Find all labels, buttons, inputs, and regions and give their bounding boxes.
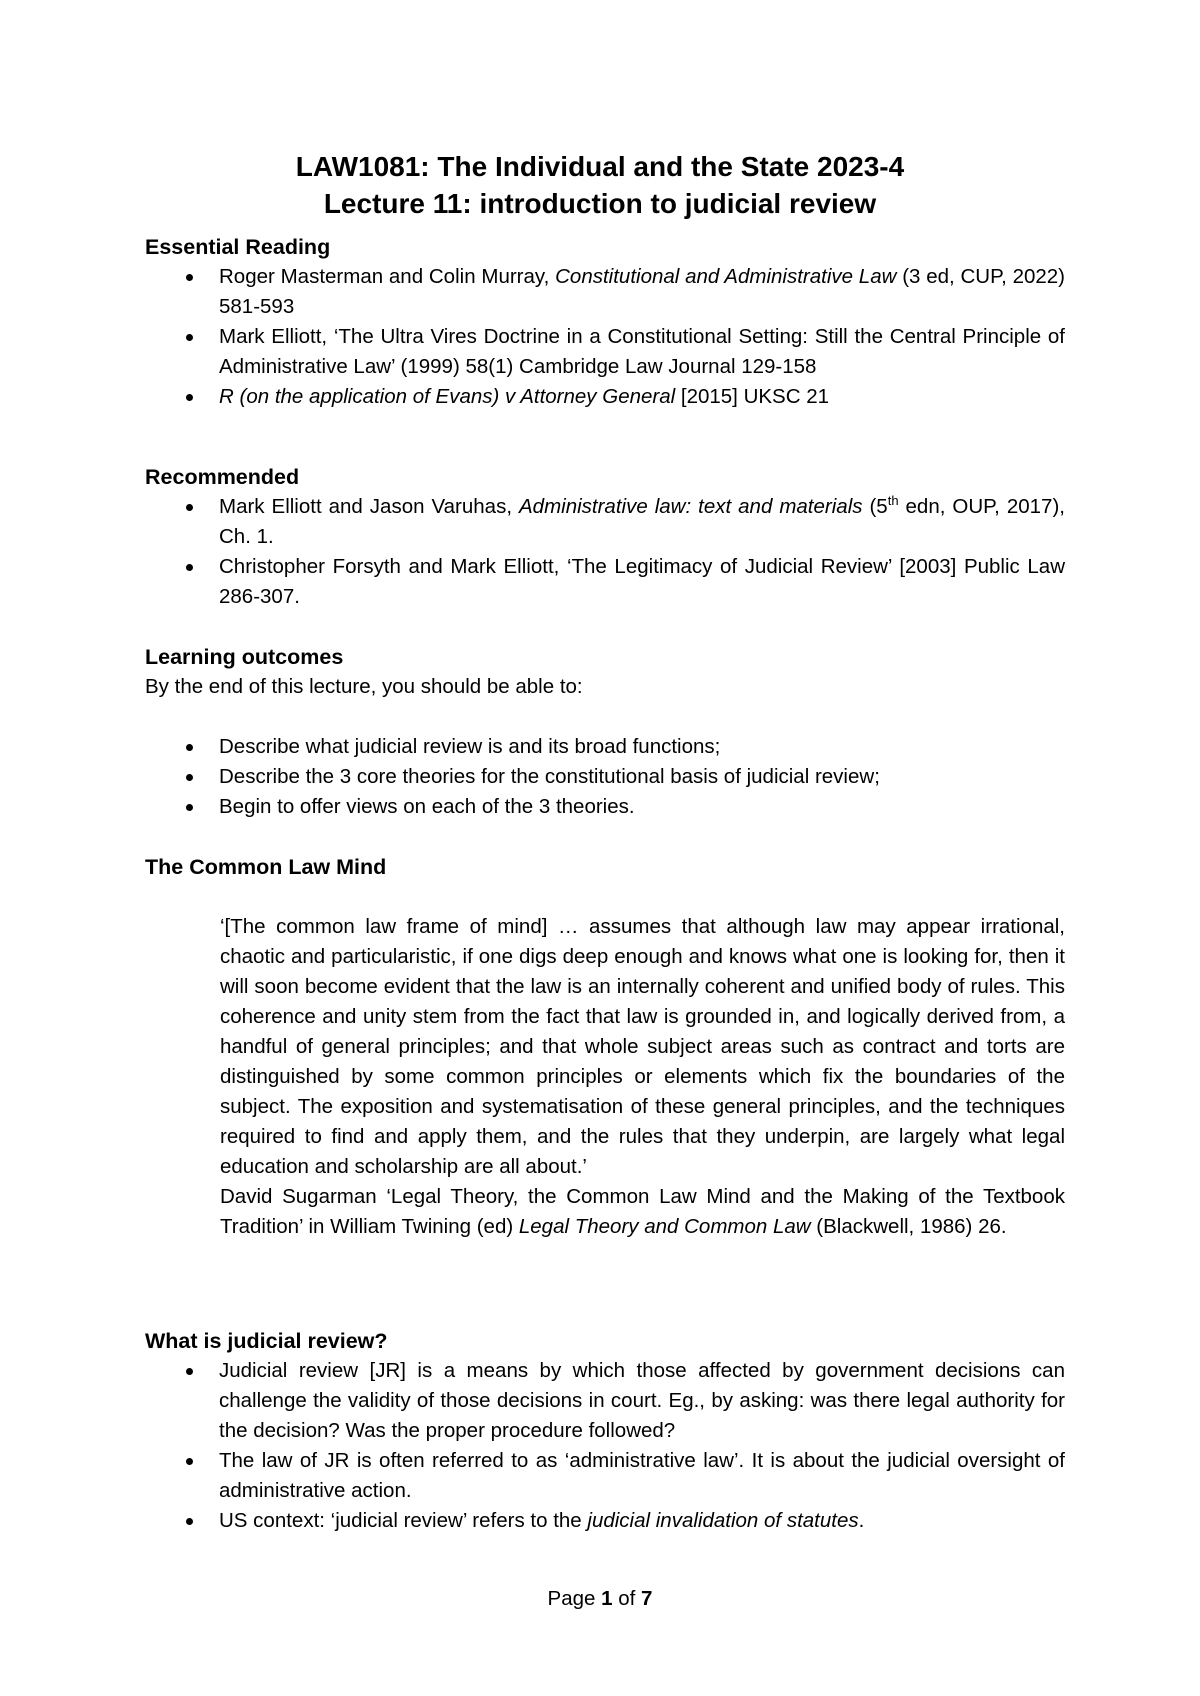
common-law-mind-heading: The Common Law Mind	[145, 855, 387, 879]
common-law-mind-section	[145, 852, 1065, 882]
list-item: Mark Elliott and Jason Varuhas, Administrative law: text and materials (5th edn, OUP, 2017), Ch. 1.	[145, 492, 1065, 552]
essential-reading-list	[145, 262, 1065, 412]
list-item: The law of JR is often referred to as ‘administrative law’. It is about the judicial oversight of administrative action.	[145, 1446, 1065, 1506]
list-item: R (on the application of Evans) v Attorney General [2015] UKSC 21	[145, 382, 1065, 412]
list-item: US context: ‘judicial review’ refers to the judicial invalidation of statutes.	[145, 1506, 1065, 1536]
page-footer: Page 1 of 7	[547, 1587, 653, 1610]
list-item: Judicial review [JR] is a means by which those affected by government decisions can challenge the validity of those decisions in court. Eg., by asking: was there legal authority for the decision? Was the proper procedure followed?	[145, 1356, 1065, 1446]
course-title: LAW1081: The Individual and the State 2023-4	[295, 151, 905, 182]
list-item: Christopher Forsyth and Mark Elliott, ‘The Legitimacy of Judicial Review’ [2003] Public Law 286-307.	[145, 552, 1065, 612]
lecture-title: Lecture 11: introduction to judicial review	[323, 188, 877, 219]
essential-reading-section	[145, 232, 1065, 412]
judicial-review-section	[145, 1326, 1065, 1536]
total-pages: 7	[641, 1587, 653, 1610]
recommended-list	[145, 492, 1065, 612]
list-item: Roger Masterman and Colin Murray, Constitutional and Administrative Law (3 ed, CUP, 2022) 581-593	[145, 262, 1065, 322]
quote-text: ‘[The common law frame of mind] … assumes that although law may appear irrational, chaotic and particularistic, if one digs deep enough and knows what one is looking for, then it will soon become evident that the law is an internally coherent and unified body of rules. This coherence and unity stem from the fact that law is grounded in, and logically derived from, a handful of general principles; and that whole subject areas such as contract and torts are distinguished by some common principles or elements which fix the boundaries of the subject. The exposition and systematisation of these general principles, and the techniques required to find and apply them, and the rules that they underpin, are largely what legal education and scholarship are all about.’	[220, 915, 1065, 1178]
list-item: Begin to offer views on each of the 3 theories.	[145, 792, 1065, 822]
list-item: Describe what judicial review is and its broad functions;	[145, 732, 1065, 762]
recommended-heading: Recommended	[145, 465, 300, 489]
common-law-quote	[220, 912, 1065, 1242]
essential-reading-heading: Essential Reading	[145, 235, 331, 259]
current-page-number: 1	[601, 1587, 613, 1610]
quote-citation: David Sugarman ‘Legal Theory, the Common Law Mind and the Making of the Textbook Tradition’ in William Twining (ed) Legal Theory and Common Law (Blackwell, 1986) 26.	[220, 1185, 1065, 1238]
list-item: Mark Elliott, ‘The Ultra Vires Doctrine in a Constitutional Setting: Still the Central Principle of Administrative Law’ (1999) 58(1) Cambridge Law Journal 129-158	[145, 322, 1065, 382]
learning-outcomes-list	[145, 732, 1065, 822]
learning-outcomes-intro: By the end of this lecture, you should be able to:	[145, 675, 583, 698]
judicial-review-heading: What is judicial review?	[145, 1329, 388, 1353]
judicial-review-list	[145, 1356, 1065, 1536]
recommended-section	[145, 462, 1065, 612]
learning-outcomes-section	[145, 642, 1065, 822]
list-item: Describe the 3 core theories for the constitutional basis of judicial review;	[145, 762, 1065, 792]
learning-outcomes-heading: Learning outcomes	[145, 645, 344, 669]
document-title	[0, 148, 1200, 222]
